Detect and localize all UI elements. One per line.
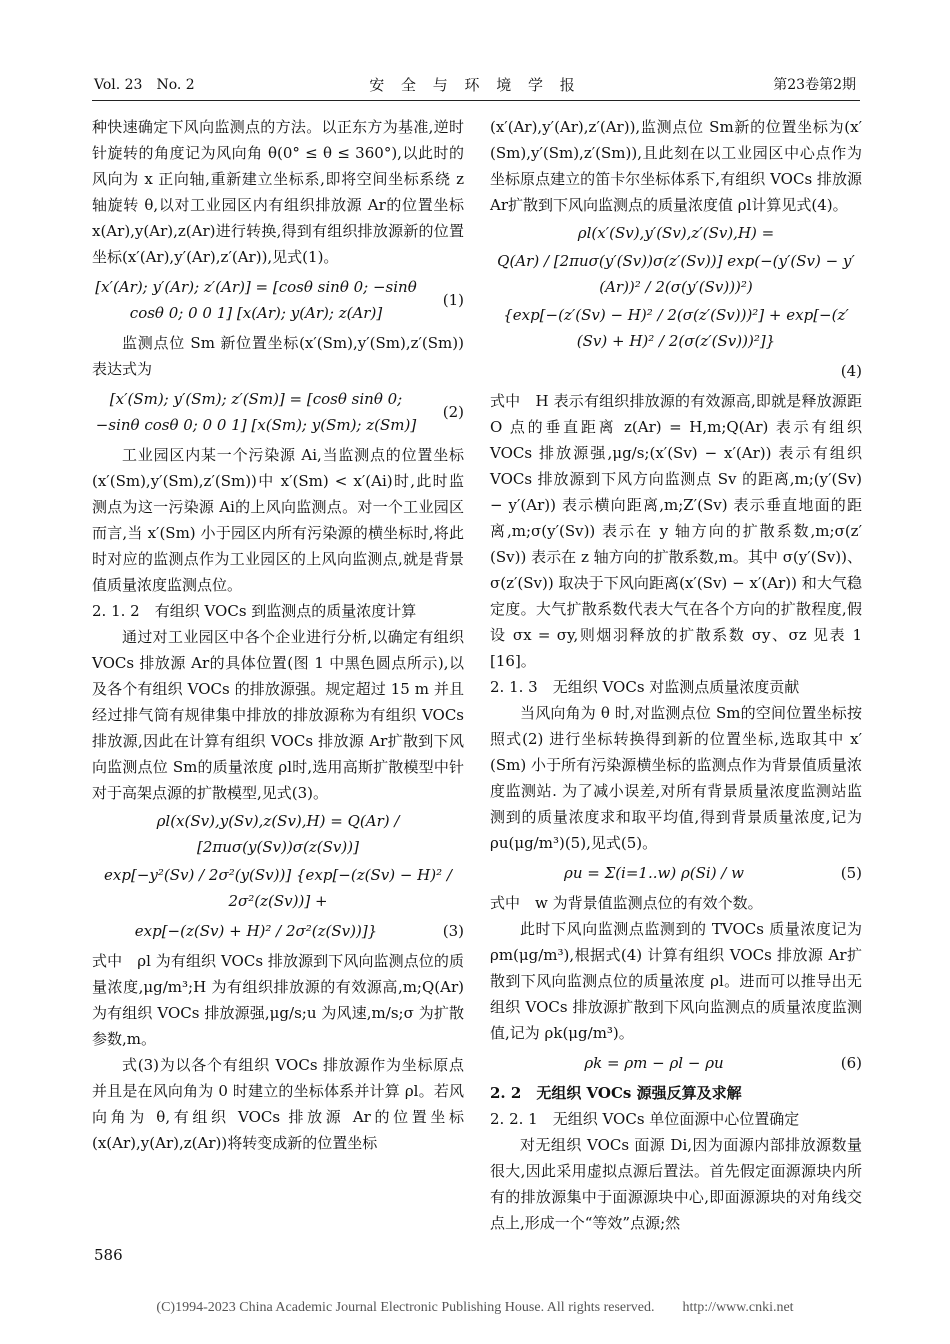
equation-3-line-2: exp[−y²(Sv) / 2σ²(y(Sv))] {exp[−(z(Sv) − H)² / 2σ²(z(Sv))] + xyxy=(104,866,452,910)
paragraph: 当风向角为 θ 时,对监测点位 Sm的空间位置坐标按照式(2) 进行坐标转换得到新的位置坐标,选取其中 x′(Sm) 小于所有污染源横坐标的监测点作为背景值质量浓度监测站. 为了减小误差,对所有背景质量浓度监测站监测到的质量浓度求和取平均值,得到背景质量浓度,记为 ρu(μg/m³)(5),见式(5)。 xyxy=(490,704,862,852)
section-heading: 2. 2 无组织 VOCs 源强反算及求解 xyxy=(490,1084,742,1102)
left-column xyxy=(92,114,464,1156)
equation-number: (4) xyxy=(840,362,862,380)
section-heading: 2. 1. 2 有组织 VOCs 到监测点的质量浓度计算 xyxy=(92,602,417,620)
paragraph: 此时下风向监测点监测到的 TVOCs 质量浓度记为 ρm(μg/m³),根据式(4) 计算有组织 VOCs 排放源 Ar扩散到下风向监测点位的质量浓度 ρl。进而可以推导出无组织 VOCs 排放源扩散到下风向监测点的质量浓度监测值,记为 ρk(μg/m³)。 xyxy=(490,920,862,1042)
journal-title: 安 全 与 环 境 学 报 xyxy=(369,76,581,94)
equation-1 xyxy=(92,274,464,326)
equation-number: (3) xyxy=(442,922,464,940)
journal-volume: Vol. 23 No. 2 xyxy=(94,77,195,93)
equation-6 xyxy=(490,1050,862,1076)
paragraph: 工业园区内某一个污染源 Ai,当监测点的位置坐标(x′(Sm),y′(Sm),z′(Sm))中 x′(Sm) < x′(Ai)时,此时监测点为这一污染源 Ai的上风向监测点。对一个工业园区而言,当 x′(Sm) 小于园区内所有污染源的横坐标时,将此时对应的监测点作为工业园区的上风向监测点,就是背景值质量浓度监测点位。 xyxy=(92,446,464,594)
equation-body: ρk = ρm − ρl − ρu xyxy=(584,1054,724,1072)
equation-body: [x′(Sm); y′(Sm); z′(Sm)] = [cosθ sinθ 0; −sinθ cosθ 0; 0 0 1] [x(Sm); y(Sm); z(Sm)] xyxy=(95,390,417,434)
section-heading: 2. 1. 3 无组织 VOCs 对监测点质量浓度贡献 xyxy=(490,678,800,696)
copyright-footer: (C)1994-2023 China Academic Journal Electronic Publishing House. All rights reserved. http://www.cnki.net xyxy=(156,1300,794,1315)
equation-5 xyxy=(490,860,862,886)
paragraph: 式中 w 为背景值监测点位的有效个数。 xyxy=(490,894,763,912)
equation-number: (5) xyxy=(840,864,862,882)
equation-2 xyxy=(92,386,464,438)
equation-number: (2) xyxy=(442,403,464,421)
equation-3-line-1: ρl(x(Sv),y(Sv),z(Sv),H) = Q(Ar) / [2πuσ(y(Sv))σ(z(Sv))] xyxy=(156,812,400,856)
equation-body: [x′(Ar); y′(Ar); z′(Ar)] = [cosθ sinθ 0; −sinθ cosθ 0; 0 0 1] [x(Ar); y(Ar); z(Ar)] xyxy=(95,278,417,322)
header-rule xyxy=(92,100,860,101)
paragraph: 对无组织 VOCs 面源 Di,因为面源内部排放源数量很大,因此采用虚拟点源后置法。首先假定面源源块内所有的排放源集中于面源源块中心,即面源源块的对角线交点上,形成一个“等效”点源;然 xyxy=(490,1136,862,1232)
section-heading: 2. 2. 1 无组织 VOCs 单位面源中心位置确定 xyxy=(490,1110,800,1128)
equation-3 xyxy=(92,918,464,944)
equation-number: (1) xyxy=(442,291,464,309)
paragraph: 式(3)为以各个有组织 VOCs 排放源作为坐标原点并且是在风向角为 0 时建立的坐标体系并计算 ρl。若风向角为 θ,有组织 VOCs 排放源 Ar的位置坐标(x(Ar),y(Ar),z(Ar))将转变成新的位置坐标 xyxy=(92,1056,464,1152)
journal-issue: 第23卷第2期 xyxy=(773,77,856,93)
paragraph: 式中 H 表示有组织排放源的有效源高,即就是释放源距 O 点的垂直距离 z(Ar) = H,m;Q(Ar) 表示有组织 VOCs 排放源强,μg/s;(x′(Sv) − x′(Ar)) 表示有组织 VOCs 排放源到下风方向监测点 Sv 的距离,m;(y′(Sv) − y′(Ar)) 表示横向距离,m;Z′(Sv) 表示垂直地面的距离,m;σ(y′(Sv)) 表示在 y 轴方向的扩散系数,m;σ(z′(Sv)) 表示在 z 轴方向的扩散系数,m。其中 σ(y′(Sv))、σ(z′(Sv)) 取决于下风向距离(x′(Sv) − x′(Ar)) 和大气稳定度。大气扩散系数代表大气在各个方向的扩散程度,假设 σx = σy,则烟羽释放的扩散系数 σy、σz 见表 1 [16]。 xyxy=(490,392,862,670)
equation-body: ρu = Σ(i=1..w) ρ(Si) / w xyxy=(564,864,744,882)
equation-3-line-3: exp[−(z(Sv) + H)² / 2σ²(z(Sv))]} xyxy=(134,922,378,940)
right-column xyxy=(490,114,862,1236)
paragraph: 种快速确定下风向监测点的方法。以正东方为基准,逆时针旋转的角度记为风向角 θ(0° ≤ θ ≤ 360°),以此时的风向为 x 正向轴,重新建立坐标系,即将空间坐标系绕 z 轴旋转 θ,以对工业园区内有组织排放源 Ar的位置坐标 x(Ar),y(Ar),z(Ar)进行转换,得到有组织排放源新的位置坐标(x′(Ar),y′(Ar),z′(Ar)),见式(1)。 xyxy=(92,118,464,266)
page-number: 586 xyxy=(94,1246,123,1264)
equation-number: (6) xyxy=(840,1054,862,1072)
equation-4-line-2: Q(Ar) / [2πuσ(y′(Sv))σ(z′(Sv))] exp(−(y′(Sv) − y′(Ar))² / 2(σ(y′(Sv)))²) xyxy=(497,252,855,296)
paragraph: 监测点位 Sm 新位置坐标(x′(Sm),y′(Sm),z′(Sm))表达式为 xyxy=(92,334,464,378)
paragraph: 式中 ρl 为有组织 VOCs 排放源到下风向监测点位的质量浓度,μg/m³;H 为有组织排放源的有效源高,m;Q(Ar) 为有组织 VOCs 排放源强,μg/s;u 为风速,m/s;σ 为扩散参数,m。 xyxy=(92,952,464,1048)
paragraph: (x′(Ar),y′(Ar),z′(Ar)),监测点位 Sm新的位置坐标为(x′(Sm),y′(Sm),z′(Sm)),且此刻在以工业园区中心点作为坐标原点建立的笛卡尔坐标体系下,有组织 VOCs 排放源 Ar扩散到下风向监测点的质量浓度值 ρl计算见式(4)。 xyxy=(490,118,862,214)
equation-4 xyxy=(490,358,862,384)
equation-4-line-3: {exp[−(z′(Sv) − H)² / 2(σ(z′(Sv)))²] + exp[−(z′(Sv) + H)² / 2(σ(z′(Sv)))²]} xyxy=(503,306,849,350)
equation-4-line-1: ρl(x′(Sv),y′(Sv),z′(Sv),H) = xyxy=(577,224,775,242)
paragraph: 通过对工业园区中各个企业进行分析,以确定有组织 VOCs 排放源 Ar的具体位置(图 1 中黑色圆点所示),以及各个有组织 VOCs 的排放源强。规定超过 15 m 并且经过排气筒有规律集中排放的排放源称为有组织 VOCs 排放源,因此在计算有组织 VOCs 排放源 Ar扩散到下风向监测点位 Sm的质量浓度 ρl时,选用高斯扩散模型中针对于高架点源的扩散模型,见式(3)。 xyxy=(92,628,464,802)
